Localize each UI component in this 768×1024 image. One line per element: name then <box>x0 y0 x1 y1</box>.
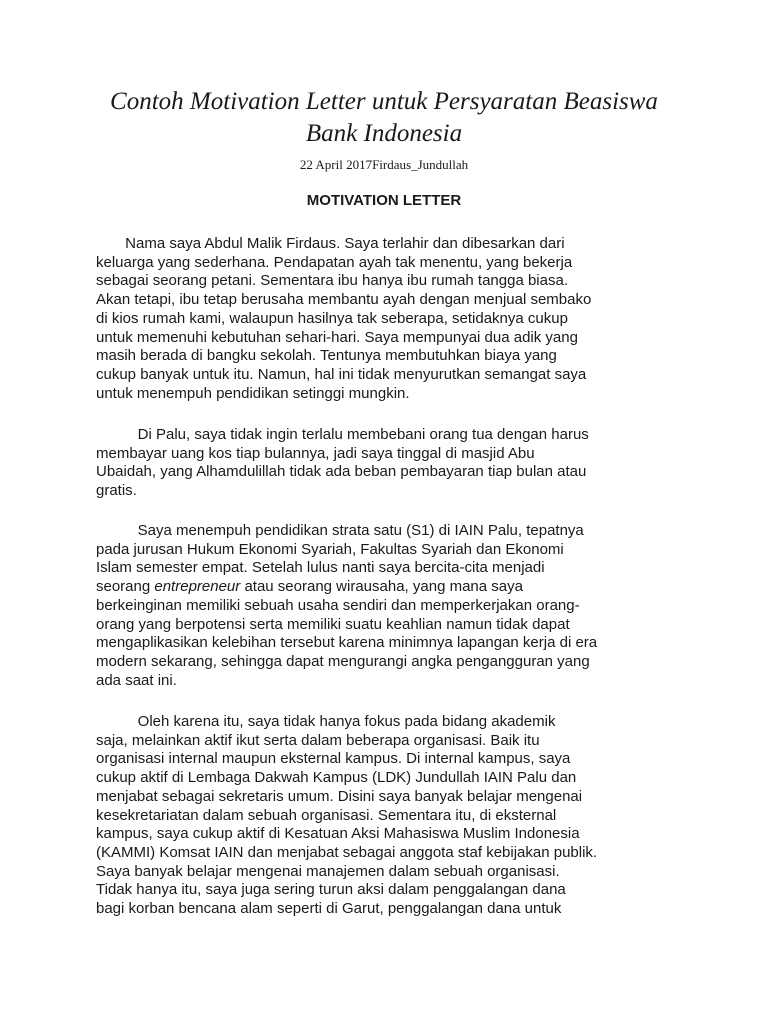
document-title <box>60 86 708 150</box>
paragraph-4 <box>96 713 597 919</box>
text-line: saja, melainkan aktif ikut serta dalam beberapa organisasi. Baik itu <box>96 731 540 749</box>
text-line: pada jurusan Hukum Ekonomi Syariah, Fakultas Syariah dan Ekonomi <box>96 540 564 558</box>
text-line: cukup banyak untuk itu. Namun, hal ini tidak menyurutkan semangat saya <box>96 365 587 383</box>
paragraph-3 <box>96 522 597 690</box>
text-line: kampus, saya cukup aktif di Kesatuan Aksi Mahasiswa Muslim Indonesia <box>96 825 580 843</box>
emphasis-entrepreneur: entrepreneur <box>154 578 241 596</box>
text-line: Di Palu, saya tidak ingin terlalu membebani orang tua dengan harus <box>96 426 589 443</box>
text-line: sebagai seorang petani. Sementara ibu hanya ibu rumah tangga biasa. <box>96 272 568 290</box>
text-line: organisasi internal maupun eksternal kampus. Di internal kampus, saya <box>96 750 571 768</box>
title-line-2: Bank Indonesia <box>305 120 463 147</box>
text-line: untuk memenuhi kebutuhan sehari-hari. Saya mempunyai dua adik yang <box>96 328 578 346</box>
text-line: orang yang berpotensi serta memiliki suatu keahlian namun tidak dapat <box>96 615 570 633</box>
paragraph-2 <box>96 426 589 501</box>
text-line <box>96 578 597 597</box>
text-line: di kios rumah kami, walaupun hasilnya tak seberapa, setidaknya cukup <box>96 309 568 327</box>
text-line: kesekretariatan dalam sebuah organisasi. Sementara itu, di eksternal <box>96 806 557 824</box>
text-line: (KAMMI) Komsat IAIN dan menjabat sebagai anggota staf kebijakan publik. <box>96 843 598 861</box>
text-line: Nama saya Abdul Malik Firdaus. Saya terlahir dan dibesarkan dari <box>96 235 565 252</box>
document-date: 22 April 2017 <box>299 157 373 172</box>
text-line: modern sekarang, sehingga dapat mengurangi angka pengangguran yang <box>96 652 590 670</box>
text-line: Ubaidah, yang Alhamdulillah tidak ada beban pembayaran tiap bulan atau <box>96 463 587 481</box>
text-line: Islam semester empat. Setelah lulus nanti saya bercita-cita menjadi <box>96 559 545 577</box>
text-line: untuk menempuh pendidikan setinggi mungkin. <box>96 384 410 402</box>
text-line: keluarga yang sederhana. Pendapatan ayah tak menentu, yang bekerja <box>96 253 573 271</box>
text-line: bagi korban bencana alam seperti di Garut, penggalangan dana untuk <box>96 900 562 918</box>
letter-heading: MOTIVATION LETTER <box>306 192 462 209</box>
text-segment: atau seorang wirausaha, yang mana saya <box>240 578 523 596</box>
text-line: menjabat sebagai sekretaris umum. Disini saya banyak belajar mengenai <box>96 787 583 805</box>
text-line: Saya menempuh pendidikan strata satu (S1) di IAIN Palu, tepatnya <box>96 522 584 539</box>
text-line: mengaplikasikan kelebihan tersebut karena minimnya lapangan kerja di era <box>96 634 598 652</box>
document-meta <box>0 157 768 173</box>
text-segment: seorang <box>96 578 155 596</box>
text-line: Tidak hanya itu, saya juga sering turun aksi dalam penggalangan dana <box>96 881 566 899</box>
text-line: Saya banyak belajar mengenai manajemen dalam sebuah organisasi. <box>96 862 560 880</box>
text-line: masih berada di bangku sekolah. Tentunya membutuhkan biaya yang <box>96 347 557 365</box>
text-line: Oleh karena itu, saya tidak hanya fokus pada bidang akademik <box>96 713 556 730</box>
text-line: gratis. <box>96 482 137 500</box>
paragraph-1 <box>96 235 591 403</box>
text-line: ada saat ini. <box>96 671 177 689</box>
text-line: membayar uang kos tiap bulannya, jadi saya tinggal di masjid Abu <box>96 444 535 462</box>
text-line: berkeinginan memiliki sebuah usaha sendiri dan memperkerjakan orang- <box>96 596 580 614</box>
text-line: Akan tetapi, ibu tetap berusaha membantu ayah dengan menjual sembako <box>96 291 592 309</box>
text-line: cukup aktif di Lembaga Dakwah Kampus (LDK) Jundullah IAIN Palu dan <box>96 769 577 787</box>
title-line-1: Contoh Motivation Letter untuk Persyaratan Beasiswa <box>110 88 658 115</box>
document-author: Firdaus_Jundullah <box>372 157 469 172</box>
